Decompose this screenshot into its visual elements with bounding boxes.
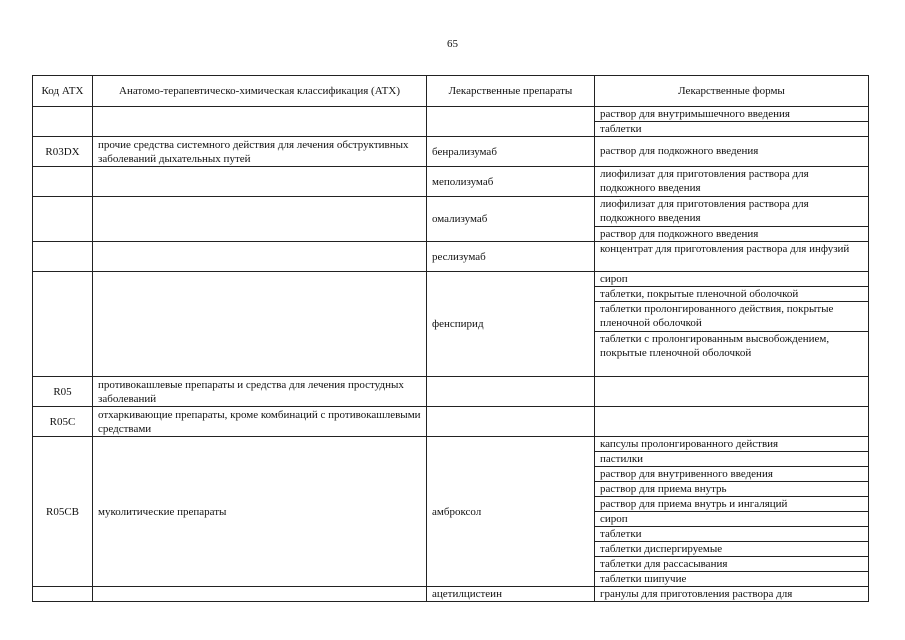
atx-code	[33, 167, 93, 197]
table-row	[33, 272, 869, 377]
table-row	[33, 437, 869, 587]
dosage-forms	[595, 197, 869, 242]
atx-classification: прочие средства системного действия для лечения обструктивных заболеваний дыхательных путей	[93, 137, 427, 167]
atx-code: R05CB	[33, 437, 93, 587]
atx-classification	[93, 242, 427, 272]
dosage-form-item: пастилки	[595, 451, 868, 466]
dosage-forms	[595, 272, 869, 377]
header-forms: Лекарственные формы	[595, 76, 869, 107]
dosage-form-item: таблетки для рассасывания	[595, 556, 868, 571]
drug-name: меполизумаб	[427, 167, 595, 197]
table-row	[33, 587, 869, 602]
table-row	[33, 377, 869, 407]
atx-code	[33, 587, 93, 602]
dosage-form-item: раствор для подкожного введения	[595, 226, 868, 241]
atx-classification	[93, 587, 427, 602]
dosage-form-item: таблетки, покрытые пленочной оболочкой	[595, 286, 868, 301]
atx-code	[33, 242, 93, 272]
dosage-form-item	[595, 377, 868, 406]
dosage-forms	[595, 137, 869, 167]
drug-name	[427, 377, 595, 407]
atx-table	[32, 75, 869, 602]
atx-code	[33, 272, 93, 377]
dosage-form-item: таблетки	[595, 121, 868, 136]
dosage-forms	[595, 242, 869, 272]
dosage-form-item: раствор для внутримышечного введения	[600, 108, 790, 120]
dosage-form-item: раствор для приема внутрь и ингаляций	[595, 496, 868, 511]
dosage-form-item: капсулы пролонгированного действия	[600, 438, 779, 450]
dosage-form-item: таблетки диспергируемые	[595, 541, 868, 556]
drug-name: омализумаб	[427, 197, 595, 242]
header-drug: Лекарственные препараты	[427, 76, 595, 107]
dosage-forms	[595, 407, 869, 437]
dosage-form-item: сироп	[595, 511, 868, 526]
atx-classification	[93, 197, 427, 242]
atx-code: R05	[33, 377, 93, 407]
page-number: 65	[447, 38, 458, 50]
atx-classification	[93, 167, 427, 197]
header-code: Код АТХ	[33, 76, 93, 107]
dosage-form-item: таблетки	[595, 526, 868, 541]
drug-name: бенрализумаб	[427, 137, 595, 167]
dosage-form-item: лиофилизат для приготовления раствора для подкожного введения	[600, 198, 809, 224]
atx-code: R05C	[33, 407, 93, 437]
dosage-form-item: гранулы для приготовления раствора для	[600, 588, 793, 600]
table-row	[33, 242, 869, 272]
dosage-form-item: раствор для приема внутрь	[595, 481, 868, 496]
atx-code: R03DX	[33, 137, 93, 167]
drug-name: амброксол	[427, 437, 595, 587]
table-row	[33, 197, 869, 242]
atx-classification: отхаркивающие препараты, кроме комбинаций с противокашлевыми средствами	[93, 407, 427, 437]
dosage-form-item: лиофилизат для приготовления раствора для подкожного введения	[600, 168, 809, 194]
dosage-forms	[595, 167, 869, 197]
dosage-form-item: концентрат для приготовления раствора для инфузий	[600, 243, 850, 255]
table-row	[33, 107, 869, 137]
dosage-form-item: раствор для подкожного введения	[600, 145, 759, 157]
drug-name: ацетилцистеин	[427, 587, 595, 602]
drug-name	[427, 407, 595, 437]
table-row	[33, 167, 869, 197]
dosage-forms	[595, 437, 869, 587]
atx-classification: противокашлевые препараты и средства для лечения простудных заболеваний	[93, 377, 427, 407]
dosage-form-item: таблетки с пролонгированным высвобождением, покрытые пленочной оболочкой	[595, 331, 868, 376]
atx-classification	[93, 107, 427, 137]
dosage-form-item: сироп	[600, 273, 628, 285]
atx-classification	[93, 272, 427, 377]
drug-name: фенспирид	[427, 272, 595, 377]
header-row	[33, 76, 869, 107]
drug-name	[427, 107, 595, 137]
atx-code	[33, 107, 93, 137]
dosage-forms	[595, 587, 869, 602]
dosage-form-item	[595, 407, 868, 436]
header-classification: Анатомо-терапевтическо-химическая классификация (АТХ)	[93, 76, 427, 107]
dosage-form-item: таблетки пролонгированного действия, покрытые пленочной оболочкой	[595, 301, 868, 331]
dosage-form-item: раствор для внутривенного введения	[595, 466, 868, 481]
dosage-form-item: таблетки шипучие	[595, 571, 868, 586]
dosage-forms	[595, 107, 869, 137]
table-row	[33, 407, 869, 437]
atx-classification: муколитические препараты	[93, 437, 427, 587]
dosage-forms	[595, 377, 869, 407]
drug-name: реслизумаб	[427, 242, 595, 272]
atx-code	[33, 197, 93, 242]
table-row	[33, 137, 869, 167]
